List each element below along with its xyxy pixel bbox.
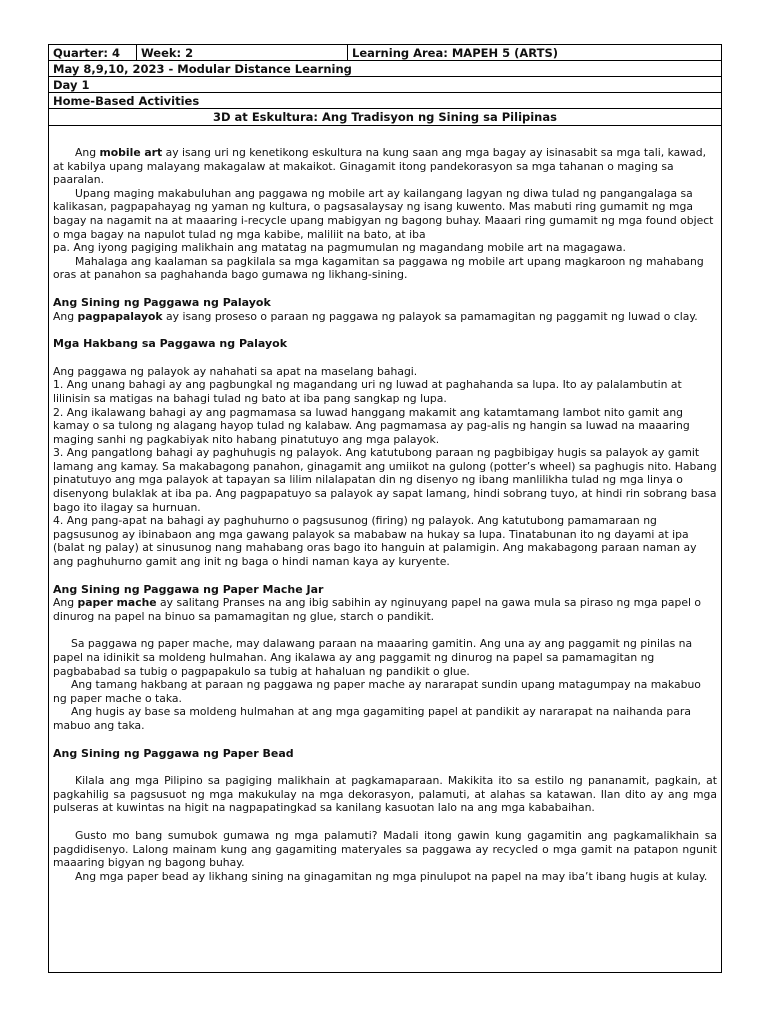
hakbang-heading: Mga Hakbang sa Paggawa ng Palayok — [53, 337, 288, 351]
paper-bead-paragraph-3: Ang mga paper bead ay likhang sining na ginagamitan ng mga pinulupot na papel na may iba’t ibang hugis at kulay. — [75, 869, 708, 883]
date-row: May 8,9,10, 2023 - Modular Distance Learning — [49, 61, 721, 77]
paper-mache-paragraph-4: Ang hugis ay base sa moldeng hulmahan at ang mga gagamiting papel at pandikit ay nararapat na naihanda para mabuo ang taka. — [53, 705, 691, 732]
intro-paragraph-2: Upang maging makabuluhan ang paggawa ng mobile art ay kailangang lagyan ng diwa tulad ng pangangalaga sa kalikasan, pagpapahayag ng yaman ng kultura, o pagsasalaysay ng isang kuwento. Mas mabuti ring gumamit ng mga bagay na nagamit na at maaaring i-recycle upang mabigyan ng bagong buhay. Maaari ring gumamit ng mga found object o mga bagay na napulot tulad ng mga kabibe, maliliit na bato, at iba — [53, 186, 714, 241]
lesson-content — [49, 126, 721, 883]
learning-area-cell: Learning Area: MAPEH 5 (ARTS) — [352, 45, 558, 60]
hakbang-step-1: 1. Ang unang bahagi ay ang pagbungkal ng magandang uri ng luwad at paghahanda sa lupa. Ito ay palalambutin at lilinisin sa matigas na bahagi tulad ng bato at iba pang sangkap ng lupa. — [53, 378, 682, 405]
header-row-1 — [49, 45, 721, 61]
activity-row: Home-Based Activities — [49, 93, 721, 109]
intro-paragraph-1: Ang mobile art ay isang uri ng kenetikong eskultura na kung saan ang mga bagay ay isinasabit sa mga tali, kawad, at kabilya upang malayang makagalaw at makaikot. Ginagamit itong pandekorasyon sa mga tahanan o maging sa paaralan. — [53, 146, 707, 187]
week-cell: Week: 2 — [137, 45, 348, 60]
hakbang-step-4: 4. Ang pang-apat na bahagi ay paghuhurno o pagsusunog (firing) ng palayok. Ang katutubong pamamaraan ng pagsusunog ay ibinabaon ang mga gawang palayok sa mababaw na hukay sa lupa. Tinatabunan ito ng dayami at ipa (balat ng palay) at sinusunog nang mahabang oras bago ito hanguin at palamigin. Ang makabagong paraan naman ay ang paghuhurno gamit ang init ng baga o hindi naman kaya ay kuryente. — [53, 514, 697, 569]
hakbang-intro: Ang paggawa ng palayok ay nahahati sa apat na maselang bahagi. — [53, 364, 418, 378]
paper-bead-paragraph-2: Gusto mo bang sumubok gumawa ng mga palamuti? Madali itong gawin kung gagamitin ang pagkamalikhain sa pagdidisenyo. Lalong mainam kung ang gagamiting materyales sa paggawa ay recycled o mga gamit na patapon ngunit maaaring bigyan ng bagong buhay. — [53, 828, 717, 870]
lesson-title: 3D at Eskultura: Ang Tradisyon ng Sining sa Pilipinas — [49, 109, 721, 126]
day-row: Day 1 — [49, 77, 721, 93]
paper-bead-paragraph-1: Kilala ang mga Pilipino sa pagiging malikhain at pagkamaparaan. Makikita ito sa estilo ng pananamit, pagkain, at pagkahilig sa pagsusuot ng mga makukulay na mga dekorasyon, palamuti, at alahas sa katawan. Ilan dito ay ang mga pulseras at kuwintas na higit na nagpapatingkad sa kanilang kasuotan lalo na ang mga kababaihan. — [53, 774, 717, 815]
hakbang-step-3: 3. Ang pangatlong bahagi ay paghuhugis ng palayok. Ang katutubong paraan ng pagbibigay hugis sa palayok ay gamit lamang ang kamay. Sa makabagong panahon, ginagamit ang umiikot na gulong (potter’s wheel) sa paghugis nito. Habang pinatutuyo ang mga palayok at tapayan sa lilim nilalapatan din ng disenyo ng ibang manlilikha tulad ng mga linya o disenyong bulaklak at iba pa. Ang pagpapatuyo sa palayok ay sapat lamang, hindi sobrang tuyo, at hindi rin sobrang basa bago ito ilagay sa hurnuan. — [53, 446, 717, 514]
intro-paragraph-2b: pa. Ang iyong pagiging malikhain ang matatag na pagmumulan ng magandang mobile art na magagawa. — [53, 241, 626, 255]
paper-bead-heading: Ang Sining ng Paggawa ng Paper Bead — [53, 746, 294, 760]
quarter-cell: Quarter: 4 — [49, 45, 137, 60]
palayok-paragraph: Ang pagpapalayok ay isang proseso o paraan ng paggawa ng palayok sa pamamagitan ng paggamit ng luwad o clay. — [53, 309, 698, 323]
paper-mache-paragraph-3: Ang tamang hakbang at paraan ng paggawa ng paper mache ay nararapat sundin upang matagumpay na makabuo ng paper mache o taka. — [53, 678, 701, 705]
worksheet — [48, 44, 722, 973]
paper-mache-paragraph-1: Ang paper mache ay salitang Pranses na ang ibig sabihin ay nginuyang papel na gawa mula sa piraso ng mga papel o dinurog na papel na binuo sa pamamagitan ng glue, starch o pandikit. — [53, 596, 702, 623]
intro-paragraph-3: Mahalaga ang kaalaman sa pagkilala sa mga kagamitan sa paggawa ng mobile art upang magkaroon ng mahabang oras at panahon sa paghahanda bago gumawa ng likhang-sining. — [53, 254, 704, 282]
hakbang-step-2: 2. Ang ikalawang bahagi ay ang pagmamasa sa luwad hanggang makamit ang katamtamang lambot nito gamit ang kamay o sa tulong ng alagang hayop tulad ng kalabaw. Ang pagmamasa ay pag-alis ng hangin sa luwad na maaaring maging sanhi ng pagkabiyak nito habang pinatutuyo ang mga palayok. — [53, 405, 690, 446]
paper-mache-paragraph-2: Sa paggawa ng paper mache, may dalawang paraan na maaaring gamitin. Ang una ay ang paggamit ng pinilas na papel na idinikit sa moldeng hulmahan. Ang ikalawa ay ang paggamit ng dinurog na papel sa pamamagitan ng pagbababad sa tubig o pagpapakulo sa tubig at hahaluan ng pandikit o glue. — [53, 637, 693, 678]
paper-mache-heading: Ang Sining ng Paggawa ng Paper Mache Jar — [53, 582, 324, 596]
palayok-heading: Ang Sining ng Paggawa ng Palayok — [53, 295, 271, 309]
